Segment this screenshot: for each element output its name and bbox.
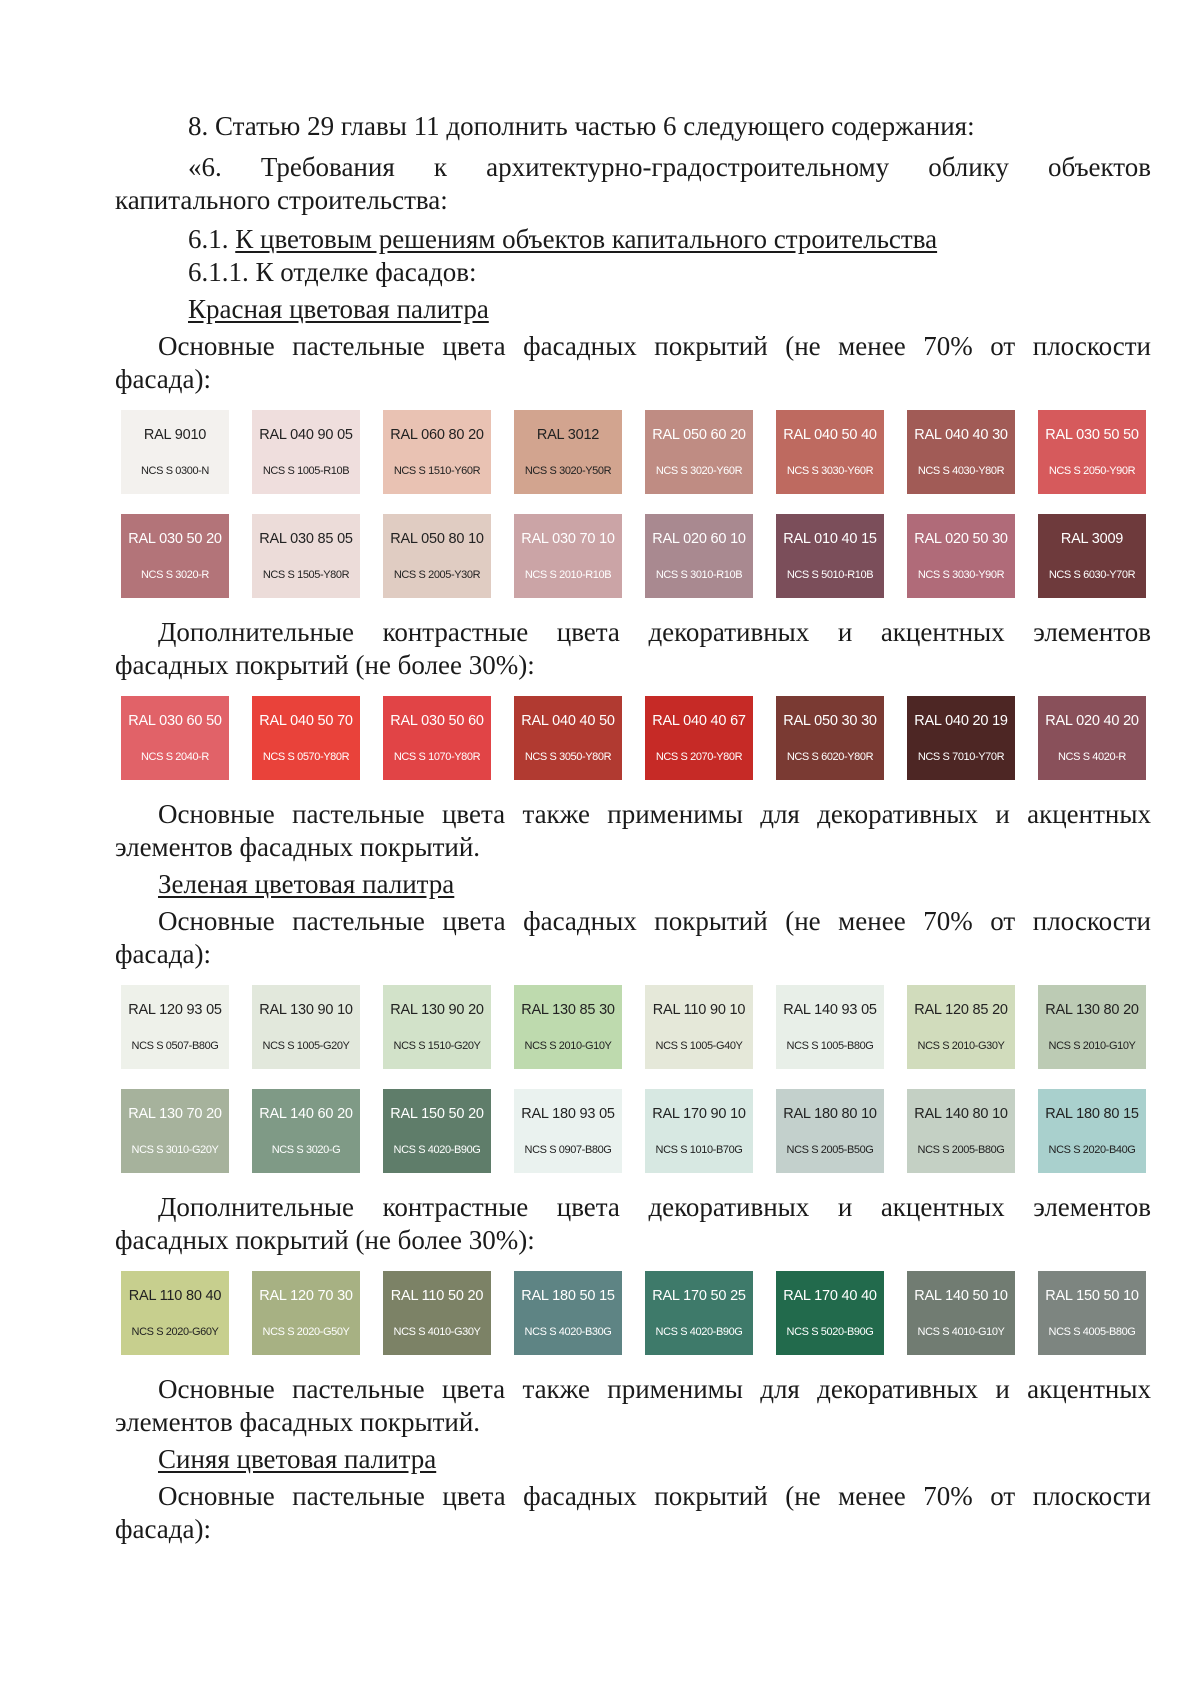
swatch-ral-code: RAL 150 50 20 [390, 1106, 484, 1122]
color-swatch [645, 696, 753, 780]
document-page [115, 110, 1151, 1546]
swatch-ral-code: RAL 140 93 05 [783, 1002, 877, 1018]
green-main-text-line2: фасада): [115, 939, 211, 969]
swatch-ncs-code: NCS S 2040-R [141, 751, 209, 763]
blue-main-text-line1: Основные пастельные цвета фасадных покрытий (не менее 70% от плоскости [158, 1481, 1151, 1511]
color-swatch [121, 985, 229, 1069]
swatch-ral-code: RAL 030 50 50 [1045, 427, 1139, 443]
green-accent-swatch-grid [121, 1271, 1151, 1355]
blue-palette-heading: Синяя цветовая палитра [158, 1444, 437, 1474]
color-swatch [907, 1271, 1015, 1355]
color-swatch [1038, 696, 1146, 780]
swatch-ncs-code: NCS S 3020-R [141, 569, 209, 581]
color-swatch [1038, 985, 1146, 1069]
swatch-ral-code: RAL 3012 [536, 427, 600, 443]
color-swatch [252, 985, 360, 1069]
color-swatch [1038, 410, 1146, 494]
swatch-ral-code: RAL 030 70 10 [521, 531, 615, 547]
swatch-ral-code: RAL 050 80 10 [390, 531, 484, 547]
green-accent-text-line2: фасадных покрытий (не более 30%): [115, 1225, 535, 1255]
red-palette-heading: Красная цветовая палитра [188, 294, 489, 324]
color-swatch [776, 410, 884, 494]
swatch-ncs-code: NCS S 4005-B80G [1048, 1326, 1136, 1338]
swatch-ral-code: RAL 040 90 05 [259, 427, 353, 443]
swatch-ncs-code: NCS S 1010-B70G [655, 1144, 743, 1156]
swatch-ncs-code: NCS S 6020-Y80R [786, 751, 874, 763]
swatch-ncs-code: NCS S 0507-B80G [131, 1040, 219, 1052]
swatch-ral-code: RAL 040 40 50 [521, 713, 615, 729]
swatch-ncs-code: NCS S 3010-G20Y [131, 1144, 219, 1156]
color-swatch [514, 410, 622, 494]
color-swatch [383, 1271, 491, 1355]
swatch-ncs-code: NCS S 2070-Y80R [655, 751, 743, 763]
swatch-ncs-code: NCS S 3030-Y90R [917, 569, 1005, 581]
color-swatch [1038, 1271, 1146, 1355]
swatch-ncs-code: NCS S 2005-B80G [917, 1144, 1005, 1156]
swatch-ral-code: RAL 030 85 05 [259, 531, 353, 547]
color-swatch [383, 985, 491, 1069]
swatch-ncs-code: NCS S 2020-B40G [1048, 1144, 1136, 1156]
green-note-line1: Основные пастельные цвета также применимы для декоративных и акцентных [158, 1374, 1151, 1404]
section-6-1-1: 6.1.1. К отделке фасадов: [188, 257, 477, 287]
color-swatch [514, 1271, 622, 1355]
red-main-text-line2: фасада): [115, 364, 211, 394]
swatch-ncs-code: NCS S 4020-B90G [393, 1144, 481, 1156]
color-swatch [252, 696, 360, 780]
paragraph-requirements-line2: капитального строительства: [115, 185, 448, 215]
red-main-swatch-grid [121, 410, 1151, 598]
color-swatch [121, 1271, 229, 1355]
red-note-line1: Основные пастельные цвета также применимы для декоративных и акцентных [158, 799, 1151, 829]
color-swatch [907, 514, 1015, 598]
swatch-ncs-code: NCS S 1070-Y80R [393, 751, 481, 763]
color-swatch [514, 1089, 622, 1173]
color-swatch [907, 1089, 1015, 1173]
swatch-ncs-code: NCS S 1510-G20Y [393, 1040, 481, 1052]
swatch-ncs-code: NCS S 4020-B30G [524, 1326, 612, 1338]
swatch-ral-code: RAL 040 40 67 [652, 713, 746, 729]
swatch-ral-code: RAL 170 90 10 [652, 1106, 746, 1122]
swatch-ncs-code: NCS S 4010-G30Y [393, 1326, 481, 1338]
swatch-ral-code: RAL 020 40 20 [1045, 713, 1139, 729]
green-palette-heading: Зеленая цветовая палитра [158, 869, 455, 899]
swatch-ral-code: RAL 140 80 10 [914, 1106, 1008, 1122]
red-accent-text-line1: Дополнительные контрастные цвета декоративных и акцентных элементов [158, 617, 1151, 647]
swatch-ral-code: RAL 3009 [1060, 531, 1124, 547]
color-swatch [776, 1271, 884, 1355]
red-note-line2: элементов фасадных покрытий. [115, 832, 481, 862]
swatch-ral-code: RAL 130 85 30 [521, 1002, 615, 1018]
color-swatch [776, 696, 884, 780]
color-swatch [907, 410, 1015, 494]
swatch-ncs-code: NCS S 5010-R10B [786, 569, 874, 581]
color-swatch [645, 514, 753, 598]
swatch-ral-code: RAL 050 30 30 [783, 713, 877, 729]
swatch-ral-code: RAL 030 50 20 [128, 531, 222, 547]
swatch-ncs-code: NCS S 3020-G [271, 1144, 341, 1156]
swatch-ral-code: RAL 9010 [143, 427, 207, 443]
swatch-ncs-code: NCS S 0570-Y80R [262, 751, 350, 763]
color-swatch [383, 696, 491, 780]
swatch-ncs-code: NCS S 3020-Y50R [524, 465, 612, 477]
color-swatch [907, 985, 1015, 1069]
swatch-ral-code: RAL 180 80 10 [783, 1106, 877, 1122]
swatch-ral-code: RAL 060 80 20 [390, 427, 484, 443]
color-swatch [645, 1271, 753, 1355]
swatch-ral-code: RAL 180 93 05 [521, 1106, 615, 1122]
swatch-ncs-code: NCS S 7010-Y70R [917, 751, 1005, 763]
color-swatch [252, 514, 360, 598]
red-accent-text-line2: фасадных покрытий (не более 30%): [115, 650, 535, 680]
swatch-ncs-code: NCS S 6030-Y70R [1048, 569, 1136, 581]
swatch-ncs-code: NCS S 5020-B90G [786, 1326, 874, 1338]
swatch-ral-code: RAL 130 80 20 [1045, 1002, 1139, 1018]
color-swatch [645, 985, 753, 1069]
swatch-ncs-code: NCS S 4020-B90G [655, 1326, 743, 1338]
color-swatch [776, 985, 884, 1069]
swatch-ral-code: RAL 120 70 30 [259, 1288, 353, 1304]
swatch-ral-code: RAL 110 80 40 [128, 1288, 222, 1304]
swatch-ncs-code: NCS S 3030-Y60R [786, 465, 874, 477]
swatch-ral-code: RAL 170 40 40 [783, 1288, 877, 1304]
swatch-ral-code: RAL 030 60 50 [128, 713, 222, 729]
color-swatch [776, 1089, 884, 1173]
swatch-ncs-code: NCS S 2010-G10Y [524, 1040, 612, 1052]
color-swatch [252, 1271, 360, 1355]
section-6-1-number: 6.1. [188, 224, 236, 254]
swatch-ral-code: RAL 140 50 10 [914, 1288, 1008, 1304]
color-swatch [907, 696, 1015, 780]
paragraph-article-29: 8. Статью 29 главы 11 дополнить частью 6 следующего содержания: [188, 111, 975, 141]
color-swatch [1038, 514, 1146, 598]
swatch-ral-code: RAL 120 93 05 [128, 1002, 222, 1018]
swatch-ral-code: RAL 140 60 20 [259, 1106, 353, 1122]
swatch-ncs-code: NCS S 2010-R10B [524, 569, 612, 581]
swatch-ncs-code: NCS S 1005-B80G [786, 1040, 874, 1052]
section-6-1 [115, 223, 1151, 256]
color-swatch [514, 985, 622, 1069]
swatch-ral-code: RAL 040 40 30 [914, 427, 1008, 443]
swatch-ncs-code: NCS S 1005-R10B [262, 465, 350, 477]
color-swatch [514, 514, 622, 598]
section-6-1-title: К цветовым решениям объектов капитального строительства [235, 224, 938, 254]
red-main-text-line1: Основные пастельные цвета фасадных покрытий (не менее 70% от плоскости [158, 331, 1151, 361]
color-swatch [383, 410, 491, 494]
swatch-ral-code: RAL 150 50 10 [1045, 1288, 1139, 1304]
swatch-ncs-code: NCS S 2050-Y90R [1048, 465, 1136, 477]
color-swatch [252, 410, 360, 494]
swatch-ral-code: RAL 120 85 20 [914, 1002, 1008, 1018]
swatch-ral-code: RAL 130 70 20 [128, 1106, 222, 1122]
swatch-ral-code: RAL 180 50 15 [521, 1288, 615, 1304]
blue-main-text-line2: фасада): [115, 1514, 211, 1544]
swatch-ral-code: RAL 030 50 60 [390, 713, 484, 729]
color-swatch [383, 1089, 491, 1173]
swatch-ncs-code: NCS S 3020-Y60R [655, 465, 743, 477]
color-swatch [121, 514, 229, 598]
swatch-ncs-code: NCS S 0907-B80G [524, 1144, 612, 1156]
color-swatch [645, 1089, 753, 1173]
swatch-ral-code: RAL 040 50 70 [259, 713, 353, 729]
swatch-ral-code: RAL 040 20 19 [914, 713, 1008, 729]
paragraph-requirements-line1: «6. Требования к архитектурно-градостроительному облику объектов [188, 152, 1151, 182]
swatch-ncs-code: NCS S 0300-N [141, 465, 209, 477]
swatch-ncs-code: NCS S 2020-G60Y [131, 1326, 219, 1338]
red-accent-swatch-grid [121, 696, 1151, 780]
swatch-ral-code: RAL 130 90 20 [390, 1002, 484, 1018]
color-swatch [776, 514, 884, 598]
swatch-ral-code: RAL 180 80 15 [1045, 1106, 1139, 1122]
swatch-ncs-code: NCS S 1510-Y60R [393, 465, 481, 477]
swatch-ral-code: RAL 020 50 30 [914, 531, 1008, 547]
swatch-ncs-code: NCS S 3010-R10B [655, 569, 743, 581]
color-swatch [383, 514, 491, 598]
color-swatch [121, 410, 229, 494]
swatch-ncs-code: NCS S 2010-G30Y [917, 1040, 1005, 1052]
color-swatch [514, 696, 622, 780]
swatch-ncs-code: NCS S 4020-R [1058, 751, 1126, 763]
swatch-ral-code: RAL 110 90 10 [652, 1002, 746, 1018]
green-main-text-line1: Основные пастельные цвета фасадных покрытий (не менее 70% от плоскости [158, 906, 1151, 936]
swatch-ncs-code: NCS S 1005-G20Y [262, 1040, 350, 1052]
color-swatch [1038, 1089, 1146, 1173]
swatch-ncs-code: NCS S 1505-Y80R [262, 569, 350, 581]
swatch-ral-code: RAL 050 60 20 [652, 427, 746, 443]
swatch-ncs-code: NCS S 1005-G40Y [655, 1040, 743, 1052]
swatch-ncs-code: NCS S 2010-G10Y [1048, 1040, 1136, 1052]
swatch-ral-code: RAL 020 60 10 [652, 531, 746, 547]
swatch-ral-code: RAL 040 50 40 [783, 427, 877, 443]
swatch-ncs-code: NCS S 2005-B50G [786, 1144, 874, 1156]
swatch-ral-code: RAL 130 90 10 [259, 1002, 353, 1018]
green-main-swatch-grid [121, 985, 1151, 1173]
swatch-ncs-code: NCS S 2005-Y30R [393, 569, 481, 581]
color-swatch [645, 410, 753, 494]
swatch-ncs-code: NCS S 3050-Y80R [524, 751, 612, 763]
swatch-ncs-code: NCS S 4030-Y80R [917, 465, 1005, 477]
swatch-ral-code: RAL 110 50 20 [390, 1288, 484, 1304]
green-note-line2: элементов фасадных покрытий. [115, 1407, 481, 1437]
color-swatch [252, 1089, 360, 1173]
swatch-ral-code: RAL 170 50 25 [652, 1288, 746, 1304]
swatch-ral-code: RAL 010 40 15 [783, 531, 877, 547]
swatch-ncs-code: NCS S 4010-G10Y [917, 1326, 1005, 1338]
green-accent-text-line1: Дополнительные контрастные цвета декоративных и акцентных элементов [158, 1192, 1151, 1222]
color-swatch [121, 1089, 229, 1173]
swatch-ncs-code: NCS S 2020-G50Y [262, 1326, 350, 1338]
color-swatch [121, 696, 229, 780]
